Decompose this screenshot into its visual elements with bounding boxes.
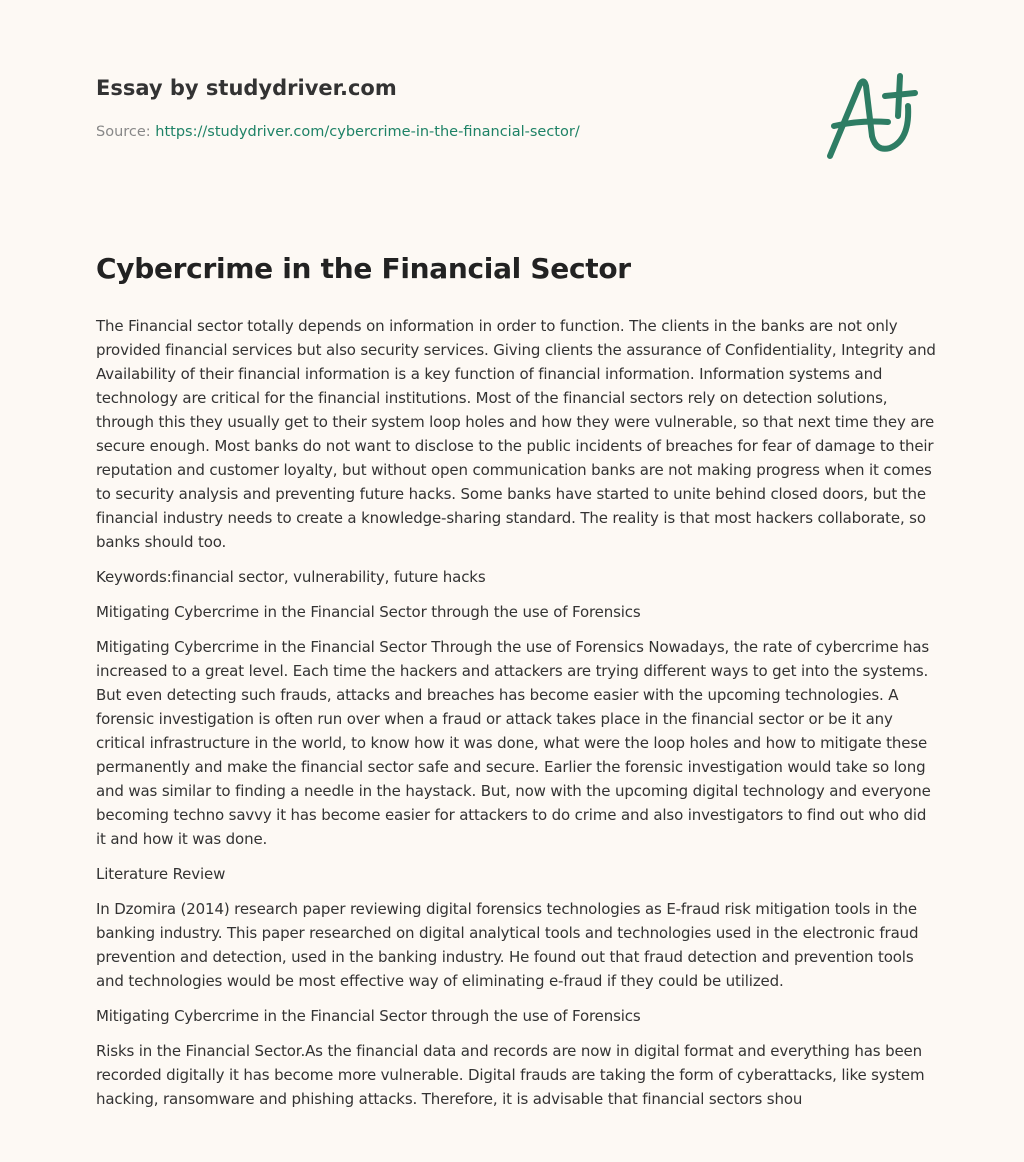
essay-body <box>96 314 936 1122</box>
paragraph: Mitigating Cybercrime in the Financial Sector Through the use of Forensics Nowadays, the rate of cybercrime has increased to a great level. Each time the hackers and attackers are trying different ways to get into the systems. But even detecting such frauds, attacks and breaches has become easier with the upcoming technologies. A forensic investigation is often run over when a fraud or attack takes place in the financial sector or be it any critical infrastructure in the world, to know how it was done, what were the loop holes and how to mitigate these permanently and make the financial sector safe and secure. Earlier the forensic investigation would take so long and was similar to finding a needle in the haystack. But, now with the upcoming digital technology and everyone becoming techno savvy it has become easier for attackers to do crime and also investigators to find out who did it and how it was done. <box>96 638 931 848</box>
section-heading: Mitigating Cybercrime in the Financial Sector through the use of Forensics <box>96 603 641 621</box>
paragraph: In Dzomira (2014) research paper reviewing digital forensics technologies as E-fraud risk mitigation tools in the banking industry. This paper researched on digital analytical tools and technologies used in the electronic fraud prevention and detection, used in the banking industry. He found out that fraud detection and prevention tools and technologies would be most effective way of eliminating e-fraud if they could be utilized. <box>96 900 919 990</box>
source-link[interactable]: https://studydriver.com/cybercrime-in-the-financial-sector/ <box>155 124 580 140</box>
essay-title: Cybercrime in the Financial Sector <box>96 252 631 285</box>
paragraph-intro: The Financial sector totally depends on information in order to function. The clients in the banks are not only provided financial services but also security services. Giving clients the assurance of Confidentiality, Integrity and Availability of their financial information is a key function of financial information. Information systems and technology are critical for the financial institutions. Most of the financial sectors rely on detection solutions, through this they usually get to their system loop holes and how they were vulnerable, so that next time they are secure enough. Most banks do not want to disclose to the public incidents of breaches for fear of damage to their reputation and customer loyalty, but without open communication banks are not making progress when it comes to security analysis and preventing future hacks. Some banks have started to unite behind closed doors, but the financial industry needs to create a knowledge-sharing standard. The reality is that most hackers collaborate, so banks should too. <box>96 317 936 551</box>
section-heading: Mitigating Cybercrime in the Financial Sector through the use of Forensics <box>96 1007 641 1025</box>
brand-title: Essay by studydriver.com <box>96 76 397 100</box>
paragraph: Risks in the Financial Sector.As the financial data and records are now in digital format and everything has been recorded digitally it has become more vulnerable. Digital frauds are taking the form of cyberattacks, like system hacking, ransomware and phishing attacks. Therefore, it is advisable that financial sectors shou <box>96 1042 925 1108</box>
a-plus-logo-icon <box>820 66 930 166</box>
source-label: Source: <box>96 124 151 140</box>
paragraph-keywords: Keywords:financial sector, vulnerability, future hacks <box>96 568 486 586</box>
section-heading-literature-review: Literature Review <box>96 865 226 883</box>
source-line <box>96 124 580 140</box>
